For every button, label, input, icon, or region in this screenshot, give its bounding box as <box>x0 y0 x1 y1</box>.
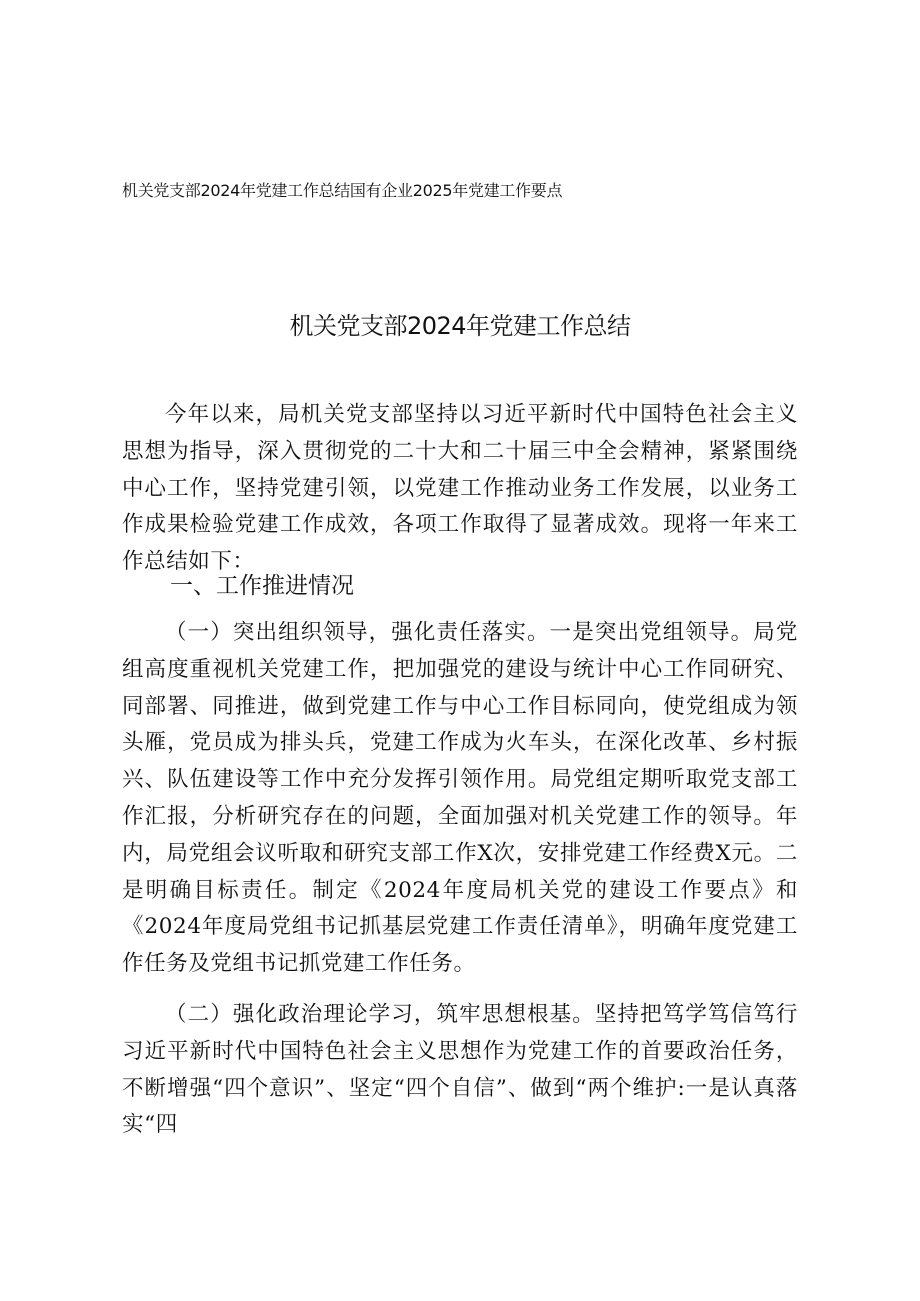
intro-paragraph: 今年以来，局机关党支部坚持以习近平新时代中国特色社会主义思想为指导，深入贯彻党的二十大和二十届三中全会精神，紧紧围绕中心工作，坚持党建引领，以党建工作推动业务工作发展，以业务工作成果检验党建工作成效，各项工作取得了显著成效。现将一年来工作总结如下： <box>122 402 798 575</box>
document-title: 机关党支部2024年党建工作总结 <box>289 312 631 340</box>
intro-block <box>122 397 798 581</box>
section-heading-work-progress: 一、工作推进情况 <box>170 573 354 599</box>
section-1-paragraph-1: （一）突出组织领导，强化责任落实。一是突出党组领导。局党组高度重视机关党建工作，把加强党的建设与统计中心工作同研究、同部署、同推进，做到党建工作与中心工作目标同向，使党组成为领头雁，党员成为排头兵，党建工作成为火车头，在深化改革、乡村振兴、队伍建设等工作中充分发挥引领作用。局党组定期听取党支部工作汇报，分析研究存在的问题，全面加强对机关党建工作的领导。年内，局党组会议听取和研究支部工作X次，安排党建工作经费X元。二是明确目标责任。制定《2024年度局机关党的建设工作要点》和《2024年度局党组书记抓基层党建工作责任清单》，明确年度党建工作任务及党组书记抓党建工作任务。 <box>122 620 798 977</box>
section-1-paragraph-2: （二）强化政治理论学习，筑牢思想根基。坚持把笃学笃信笃行习近平新时代中国特色社会主义思想作为党建工作的首要政治任务，不断增强“四个意识”、坚定“四个自信”、做到“两个维护:一是认真落实“四 <box>122 1001 798 1138</box>
document-header-line: 机关党支部2024年党建工作总结国有企业2025年党建工作要点 <box>122 181 563 200</box>
section-1-body <box>122 615 798 1144</box>
